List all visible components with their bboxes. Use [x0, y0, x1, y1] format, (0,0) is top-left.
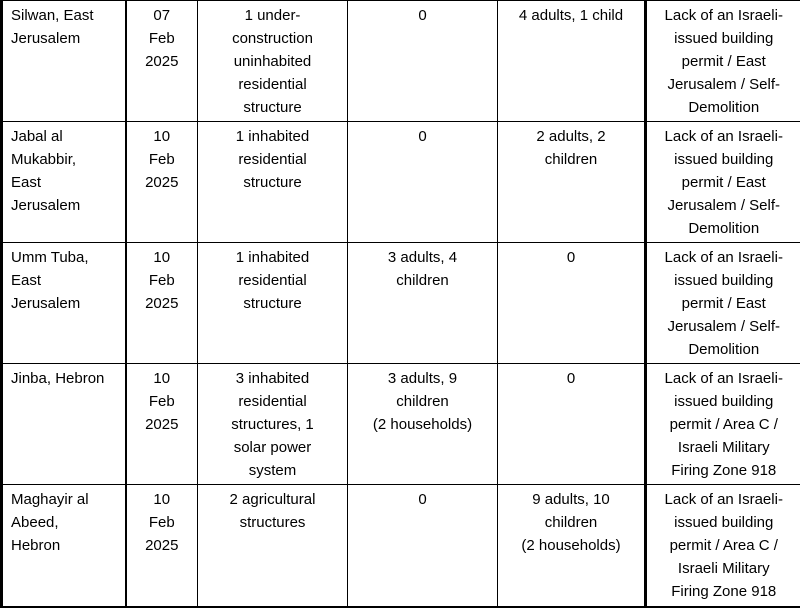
displaced-cell: 0	[348, 485, 498, 607]
structures-cell: 3 inhabited residential structures, 1 solar power system	[198, 364, 348, 485]
location-cell: Jabal al Mukabbir, East Jerusalem	[2, 122, 126, 243]
reason-cell: Lack of an Israeli- issued building permit / Area C / Israeli Military Firing Zone 918	[646, 364, 800, 485]
structures-cell: 1 inhabited residential structure	[198, 122, 348, 243]
affected-cell: 0	[498, 364, 646, 485]
affected-cell: 2 adults, 2 children	[498, 122, 646, 243]
reason-cell: Lack of an Israeli- issued building permit / Area C / Israeli Military Firing Zone 918	[646, 485, 800, 607]
location-cell: Jinba, Hebron	[2, 364, 126, 485]
displaced-cell: 3 adults, 9 children (2 households)	[348, 364, 498, 485]
date-cell: 07 Feb 2025	[126, 1, 198, 122]
location-cell: Silwan, East Jerusalem	[2, 1, 126, 122]
displaced-cell: 3 adults, 4 children	[348, 243, 498, 364]
structures-cell: 1 inhabited residential structure	[198, 243, 348, 364]
table-row	[2, 364, 800, 485]
affected-cell: 4 adults, 1 child	[498, 1, 646, 122]
displaced-cell: 0	[348, 1, 498, 122]
location-cell: Umm Tuba, East Jerusalem	[2, 243, 126, 364]
displaced-cell: 0	[348, 122, 498, 243]
structures-cell: 1 under- construction uninhabited residential structure	[198, 1, 348, 122]
affected-cell: 9 adults, 10 children (2 households)	[498, 485, 646, 607]
date-cell: 10 Feb 2025	[126, 243, 198, 364]
date-cell: 10 Feb 2025	[126, 364, 198, 485]
table-row	[2, 243, 800, 364]
table-row	[2, 1, 800, 122]
affected-cell: 0	[498, 243, 646, 364]
table-row	[2, 485, 800, 607]
date-cell: 10 Feb 2025	[126, 485, 198, 607]
reason-cell: Lack of an Israeli- issued building permit / East Jerusalem / Self- Demolition	[646, 1, 800, 122]
location-cell: Maghayir al Abeed, Hebron	[2, 485, 126, 607]
reason-cell: Lack of an Israeli- issued building permit / East Jerusalem / Self- Demolition	[646, 243, 800, 364]
reason-cell: Lack of an Israeli- issued building permit / East Jerusalem / Self- Demolition	[646, 122, 800, 243]
table-row	[2, 122, 800, 243]
date-cell: 10 Feb 2025	[126, 122, 198, 243]
structures-cell: 2 agricultural structures	[198, 485, 348, 607]
